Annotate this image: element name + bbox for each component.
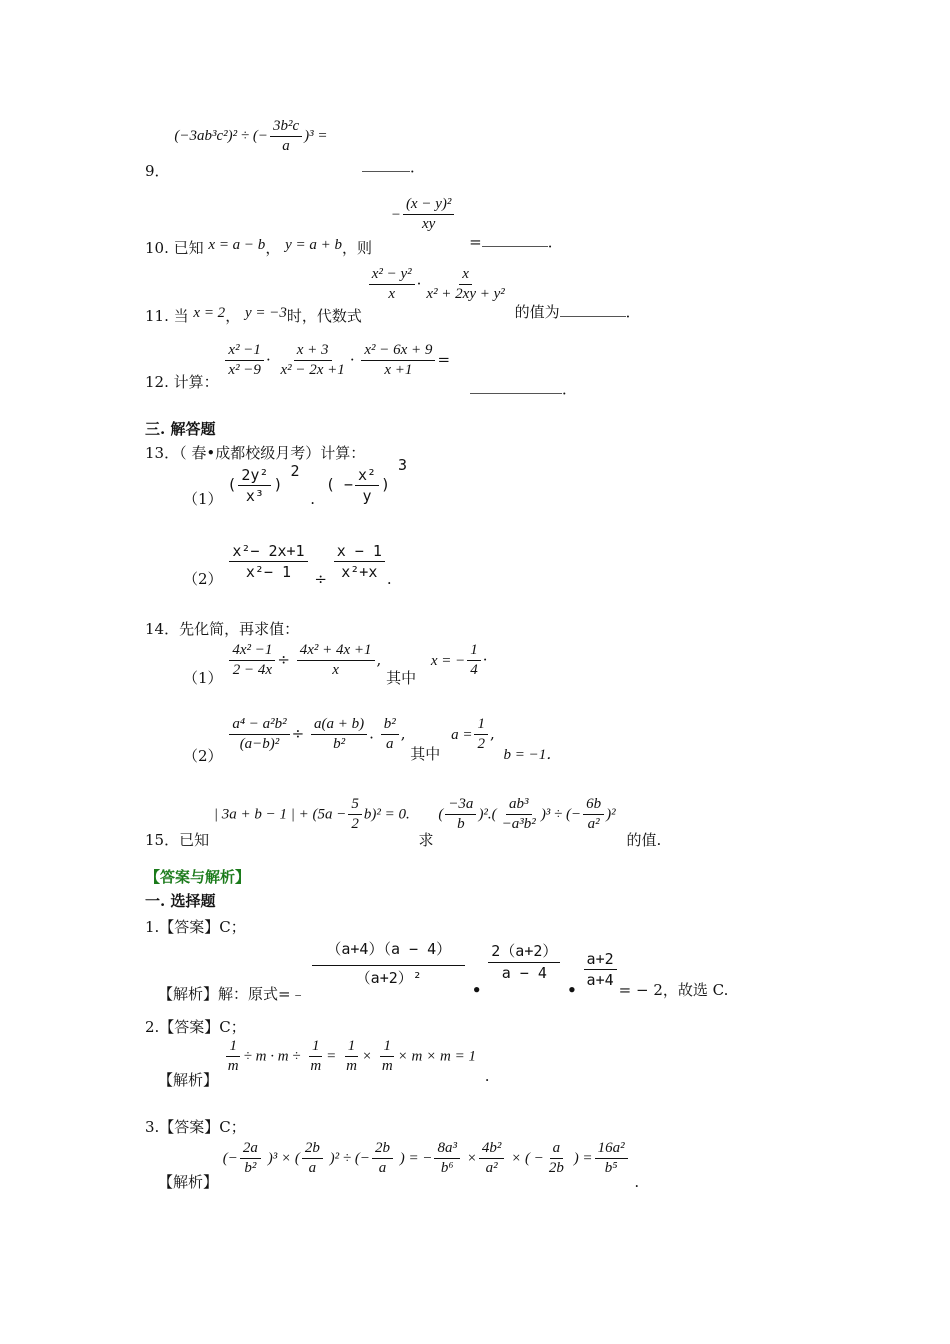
answers-title: 【答案与解析】: [145, 868, 251, 886]
q9-answer: ．: [362, 156, 425, 177]
answer-1-analysis: 【解析】解：原式=﹣ $\frac{(a+4)(a - 4)}{\text{（a+2）²}}$ • $\frac{2(a+2)}{a - 4}$ • $\frac{a+2}{a+4}$ = − 2，故选 C.: [158, 940, 729, 1003]
q13-part1: （1） ( $\frac{\text{2y²}}{\text{x³}}$ )$^2$ · ( − $\frac{\text{x²}}{y}$ )$^3$: [183, 455, 408, 512]
question-13: 13．（ 春•成都校级月考）计算：: [145, 444, 366, 462]
question-15: 15．已知 | 3a + b − 1 | + (5a − $\frac{5}{2}$ b)² = 0. 求 ( $\frac{-3a}{b}$ )².( $\frac{\text{ab³}}{\text{−a³b²}}$ )³ ÷ (− $\frac{6b}{\text{a²}}$ )² 的值.: [145, 796, 662, 849]
answer-1: 1.【答案】C；: [145, 918, 246, 936]
question-9: 9． (−3ab³c²)² ÷ (− $\frac{\text{3b²c}}{a}$ )³ =: [145, 118, 328, 180]
q9-expression: (−3ab³c²)² ÷ (− $\frac{\text{3b²c}}{a}$ )³ =: [174, 118, 328, 154]
question-10: 10. 已知 x = a − b， y = a + b，则 − $\frac{\text{(x − y)²}}{xy}$ = ．: [145, 196, 563, 257]
q13-part2: （2） $\frac{\text{x²− 2x+1}}{\text{x²− 1}}$ ÷ $\frac{x - 1}{\text{x²+x}}$ .: [183, 542, 392, 588]
q14-part2: （2） $\frac{\text{a⁴ − a²b²}}{\text{(a−b)²}}$ ÷ $\frac{a(a + b)}{\text{b²}}$ . $\frac{\text{b²}}{a}$ , 其中 a = $\frac{1}{2}$ , b = −1．: [183, 716, 562, 765]
q12-answer: ．: [470, 378, 577, 399]
section-heading-3: 三. 解答题: [145, 420, 216, 438]
question-14: 14．先化简，再求值：: [145, 620, 300, 638]
question-12: 12. 计算： $\frac{\text{x² −1}}{\text{x² −9}}$ · $\frac{x + 3}{\text{x² − 2x +1}}$ · $\frac{\text{x² − 6x + 9}}{x +1}$ =: [145, 342, 451, 391]
q14-part1: （1） $\frac{\text{4x² −1}}{2 - 4x}$ ÷ $\frac{\text{4x² + 4x +1}}{x}$ , 其中 x = − $\frac{1}{4}$ ·: [183, 642, 488, 687]
answer-2: 2.【答案】C；: [145, 1018, 246, 1036]
answer-2-analysis: 【解析】 $\frac{1}{m}$ ÷ m · m ÷ $\frac{1}{m}$ = $\frac{1}{m}$ × $\frac{1}{m}$ × m × m = 1 .: [158, 1038, 490, 1089]
answer-3: 3.【答案】C；: [145, 1118, 246, 1136]
question-11: 11. 当 x = 2， y = −3时，代数式 $\frac{\text{x² − y²}}{x}$ · $\frac{x}{\text{x² + 2xy + y²}}$ 的值为 ．: [145, 266, 641, 325]
section-heading-1: 一. 选择题: [145, 892, 216, 910]
answer-3-analysis: 【解析】 (− $\frac{2a}{\text{b²}}$ )³ × ( $\frac{2b}{a}$ )² ÷ (− $\frac{2b}{a}$ ) = − $\frac{\text{8a³}}{\text{b⁶}}$ × $\frac{\text{4b²}}{\text{a²}}$ × ( − $\frac{a}{2b}$ ) = $\frac{\text{16a²}}{\text{b⁵}}$ .: [158, 1140, 640, 1191]
